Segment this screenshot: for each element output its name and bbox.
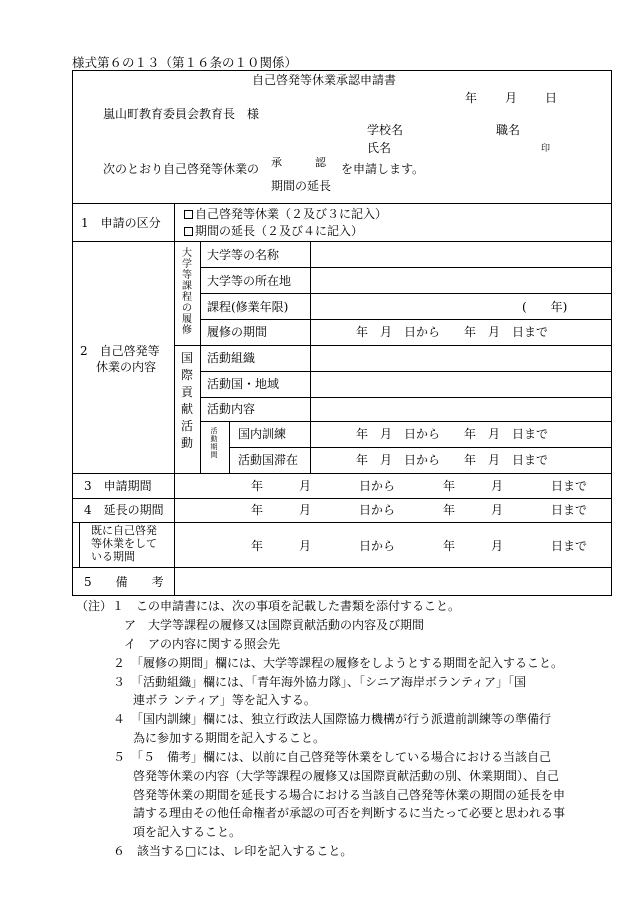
section1-label: 1 申請の区分 <box>81 216 161 230</box>
section2-label-cont: 休業の内容 <box>96 360 157 374</box>
row-divider <box>200 293 612 294</box>
name-label: 氏名 <box>367 141 392 155</box>
previous-leave-period-field[interactable]: 年 月 日から 年 月 日まで <box>251 539 588 553</box>
checkbox-icon[interactable] <box>184 227 193 236</box>
activity-org-label: 活動組織 <box>207 351 256 365</box>
section3-label: 3 申請期間 <box>84 479 152 493</box>
note-1b: イ アの内容に関する照会先 <box>124 637 281 651</box>
course-years-field[interactable]: ( 年) <box>522 300 568 314</box>
stay-abroad-field[interactable]: 年 月 日から 年 月 日まで <box>356 453 549 467</box>
university-course-group-label: 大学等課程の履修 <box>182 248 192 336</box>
request-text: を申請します。 <box>341 162 425 176</box>
column-divider <box>310 241 311 473</box>
university-name-label: 大学等の名称 <box>207 248 280 262</box>
row-divider <box>200 319 612 320</box>
university-location-label: 大学等の所在地 <box>207 274 292 288</box>
section5-label: 5 備 考 <box>84 575 164 589</box>
row-divider <box>200 421 612 422</box>
approval-option: 承 認 <box>271 156 326 169</box>
application-period-field[interactable]: 年 月 日から 年 月 日まで <box>251 479 588 493</box>
position-label: 職名 <box>496 123 521 137</box>
previous-leave-label: 既に自己啓発 <box>91 524 157 537</box>
note-5-cont: 項を記入すること。 <box>133 825 242 839</box>
activity-period-group-label: 活動期間 <box>210 427 218 459</box>
note-prefix: （注）１ <box>76 599 125 613</box>
column-divider <box>200 241 201 473</box>
intro-text: 次のとおり自己啓発等休業の <box>103 162 260 176</box>
activity-content-label: 活動内容 <box>207 402 256 416</box>
row-divider <box>174 345 612 346</box>
column-divider <box>174 203 175 596</box>
note-4-cont: 為に参加する期間を記入すること。 <box>133 731 326 745</box>
row-divider <box>72 567 612 568</box>
seal-mark: 印 <box>541 144 551 154</box>
row-divider <box>200 397 612 398</box>
domestic-training-field[interactable]: 年 月 日から 年 月 日まで <box>356 427 549 441</box>
row-divider <box>229 447 612 448</box>
school-name-label: 学校名 <box>367 123 404 137</box>
section4-label: 4 延長の期間 <box>84 503 164 517</box>
intl-contribution-group-label: 国際貢献活動 <box>180 351 193 450</box>
previous-leave-label-cont: 等休業をして <box>91 537 157 550</box>
form-title: 様式第６の１３（第１６条の１０関係） <box>72 55 298 70</box>
date-day-label: 日 <box>545 91 558 105</box>
domestic-training-label: 国内訓練 <box>238 427 287 441</box>
note-5-cont: 請する理由その他任命権者が承認の可否を判断するに当たって必要と思われる事 <box>133 806 566 820</box>
previous-leave-label-cont2: いる期間 <box>91 550 135 563</box>
note-5-cont: 啓発等休業の期間を延長する場合における当該自己啓発等休業の期間の延長を申 <box>133 788 566 802</box>
date-year-label: 年 <box>465 91 478 105</box>
study-period-field[interactable]: 年 月 日から 年 月 日まで <box>356 325 549 339</box>
note-3-cont: 連ボラ ンティア」等を記入する。 <box>133 693 316 707</box>
note-4: ４ 「国内訓練」欄には、独立行政法人国際協力機構が行う派遣前訓練等の準備行 <box>113 712 552 726</box>
option-self-development-leave[interactable]: 自己啓発等休業（２及び３に記入） <box>184 208 387 220</box>
row-divider <box>200 267 612 268</box>
note-1a: ア 大学等課程の履修又は国際貢献活動の内容及び期間 <box>124 618 425 632</box>
option-period-extension[interactable]: 期間の延長（２及び４に記入） <box>184 225 363 237</box>
note-5-cont: 啓発等休業の内容（大学等課程の履修又は国際貢献活動の別、休業期間）、自己 <box>133 769 560 783</box>
checkbox-icon[interactable] <box>184 210 193 219</box>
row-divider <box>72 241 612 242</box>
note-1: この申請書には、次の事項を記載した書類を添付すること。 <box>136 599 461 613</box>
extension-option: 期間の延長 <box>271 179 332 193</box>
note-5: ５ 「５ 備考」欄には、以前に自己啓発等休業をしている場合における当該自己 <box>113 750 552 764</box>
row-divider <box>200 371 612 372</box>
row-divider <box>72 473 612 474</box>
column-divider <box>229 421 230 473</box>
activity-country-label: 活動国・地域 <box>207 377 280 391</box>
extension-period-field[interactable]: 年 月 日から 年 月 日まで <box>251 503 588 517</box>
note-2: ２ 「履修の期間」欄には、大学等課程の履修をしようとする期間を記入すること。 <box>113 656 564 670</box>
note-3: ３ 「活動組織」欄には、「青年海外協力隊」、「シニア海岸ボランティア」「国 <box>113 675 527 689</box>
stay-abroad-label: 活動国滞在 <box>238 453 299 467</box>
addressee: 嵐山町教育委員会教育長 様 <box>103 107 260 121</box>
row-divider <box>72 203 612 204</box>
document-title: 自己啓発等休業承認申請書 <box>252 73 397 87</box>
study-period-label: 履修の期間 <box>207 325 268 339</box>
course-label: 課程(修業年限) <box>207 300 289 314</box>
row-divider <box>72 522 612 523</box>
note-6: ６ 該当する□には、レ印を記入すること。 <box>113 844 353 858</box>
row-divider <box>72 498 612 499</box>
section2-label: 2 自己啓発等 <box>80 344 160 358</box>
date-month-label: 月 <box>505 91 518 105</box>
column-divider <box>79 522 80 567</box>
